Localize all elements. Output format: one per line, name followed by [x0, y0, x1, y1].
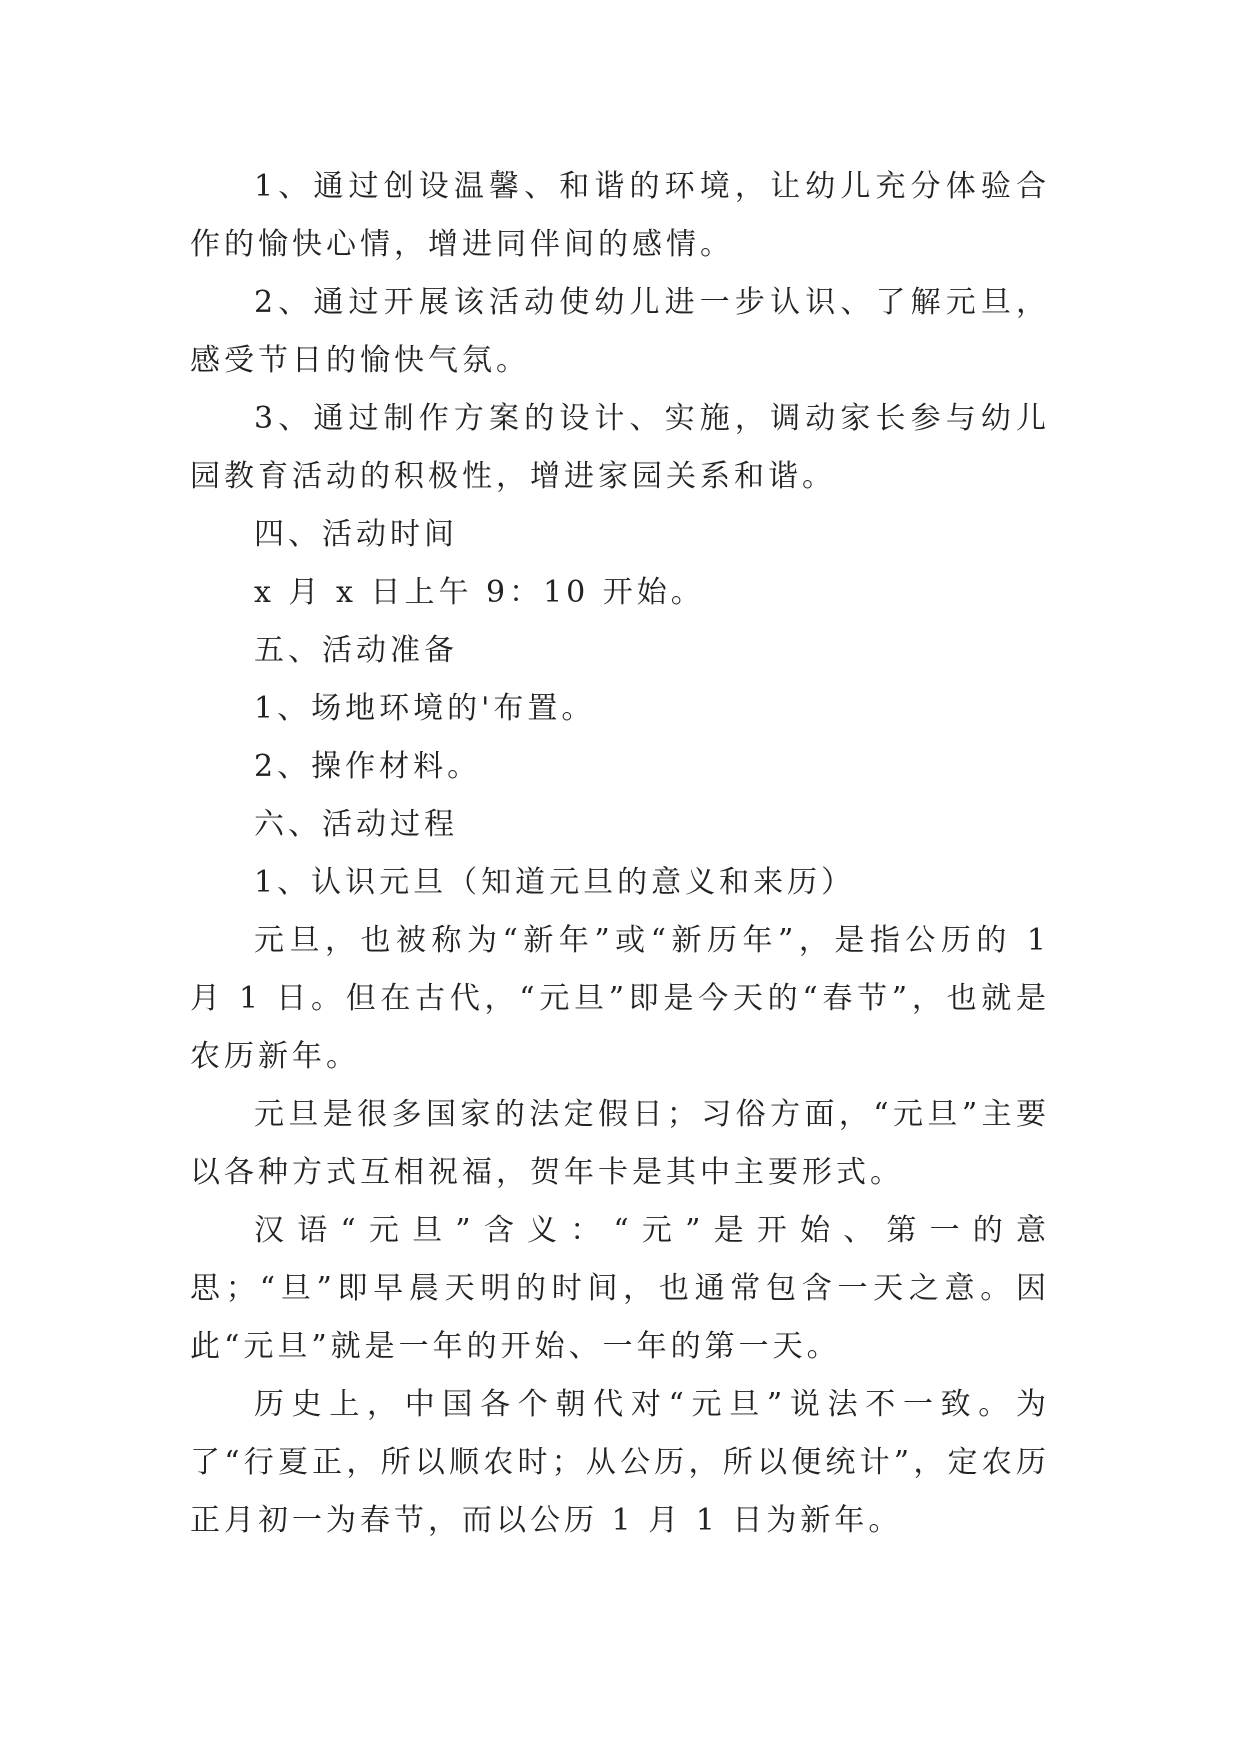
paragraph-yuandan-history: 历史上，中国各个朝代对“元旦”说法不一致。为了“行夏正，所以顺农时；从公历，所以便统计”，定农历正月初一为春节，而以公历 1 月 1 日为新年。 — [190, 1387, 1050, 1538]
paragraph-yuandan-definition: 元旦，也被称为“新年”或“新历年”，是指公历的 1 月 1 日。但在古代，“元旦”即是今天的“春节”，也就是农历新年。 — [190, 923, 1050, 1074]
paragraph-goal-3: 3、通过制作方案的设计、实施，调动家长参与幼儿园教育活动的积极性，增进家园关系和谐。 — [190, 401, 1050, 494]
paragraph-goal-2: 2、通过开展该活动使幼儿进一步认识、了解元旦，感受节日的愉快气氛。 — [190, 285, 1050, 378]
heading-activity-process: 六、活动过程 — [254, 807, 458, 842]
paragraph-goal-1: 1、通过创设温馨、和谐的环境，让幼儿充分体验合作的愉快心情，增进同伴间的感情。 — [190, 169, 1050, 262]
heading-activity-preparation: 五、活动准备 — [254, 633, 458, 668]
document-body — [190, 158, 1050, 1550]
paragraph-yuandan-customs: 元旦是很多国家的法定假日；习俗方面，“元旦”主要以各种方式互相祝福，贺年卡是其中主要形式。 — [190, 1097, 1050, 1190]
paragraph-preparation-2: 2、操作材料。 — [254, 749, 482, 784]
paragraph-yuandan-meaning: 汉语“元旦”含义：“元”是开始、第一的意思；“旦”即早晨天明的时间，也通常包含一天之意。因此“元旦”就是一年的开始、一年的第一天。 — [190, 1213, 1050, 1364]
paragraph-activity-time: x 月 x 日上午 9：10 开始。 — [254, 575, 705, 610]
heading-activity-time: 四、活动时间 — [254, 517, 458, 552]
paragraph-preparation-1: 1、场地环境的'布置。 — [254, 691, 596, 726]
paragraph-process-1: 1、认识元旦（知道元旦的意义和来历） — [254, 865, 856, 900]
